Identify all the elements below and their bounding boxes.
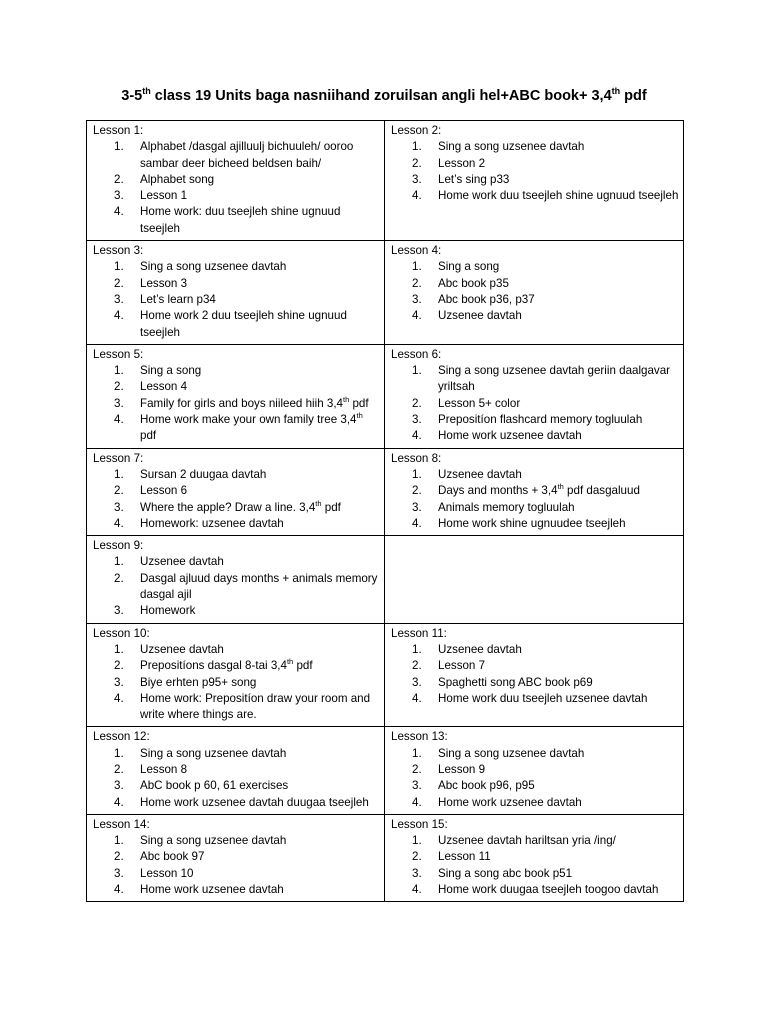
list-item: 1. Uzsenee davtah bbox=[114, 555, 224, 569]
table-row bbox=[87, 727, 684, 814]
lesson-table bbox=[86, 120, 684, 902]
list-item: 1. Sing a song uzsenee davtah bbox=[114, 746, 287, 760]
list-item: 2. Lesson 9 bbox=[412, 762, 486, 776]
lesson-list bbox=[93, 363, 380, 444]
list-item: 3. Family for girls and boys niileed hiih 3,4th pdf bbox=[114, 394, 369, 410]
lesson-title: Lesson 2: bbox=[391, 124, 442, 137]
table-row bbox=[87, 814, 684, 901]
lesson-cell bbox=[87, 814, 385, 901]
list-item: 4. Home work uzsenee davtah duugaa tseejleh bbox=[114, 795, 369, 809]
list-item: 3. Animals memory togluulah bbox=[412, 500, 575, 514]
lesson-cell bbox=[87, 536, 385, 623]
lesson-cell bbox=[385, 727, 684, 814]
document-title: 3-5th class 19 Units baga nasniihand zoruilsan angli hel+ABC book+ 3,4th pdf bbox=[121, 86, 647, 104]
list-item: 4. Home work: duu tseejleh shine ugnuud tseejleh bbox=[114, 205, 341, 235]
list-item: 3. Lesson 1 bbox=[114, 189, 188, 203]
list-item: 3. Spaghetti song ABC book p69 bbox=[412, 675, 593, 689]
lesson-title: Lesson 1: bbox=[93, 124, 144, 137]
list-item: 1. Sing a song bbox=[412, 260, 500, 274]
lesson-title: Lesson 11: bbox=[391, 626, 447, 640]
list-item: 4. Home work: Prepositíon draw your room and write where things are. bbox=[114, 691, 371, 722]
lesson-list bbox=[93, 642, 380, 723]
lesson-list bbox=[391, 746, 679, 811]
list-item: 1. Sing a song bbox=[114, 364, 202, 378]
list-item: 4. Home work uzsenee davtah bbox=[114, 883, 284, 897]
list-item: 1. Sing a song uzsenee davtah bbox=[412, 140, 585, 154]
list-item: 3. Lesson 10 bbox=[114, 866, 194, 880]
lesson-list bbox=[93, 833, 380, 898]
lesson-list bbox=[391, 642, 679, 707]
list-item: 2. Lesson 8 bbox=[114, 762, 188, 776]
lesson-title: Lesson 6: bbox=[391, 347, 442, 361]
list-item: 3. Homework bbox=[114, 604, 196, 618]
empty-cell bbox=[385, 536, 684, 623]
lesson-list bbox=[391, 259, 679, 324]
table-row bbox=[87, 344, 684, 448]
list-item: 4. Home work duu tseejleh shine ugnuud tseejleh bbox=[412, 189, 679, 203]
lesson-list bbox=[93, 746, 380, 811]
list-item: 1. Sing a song uzsenee davtah bbox=[114, 260, 287, 274]
lesson-list bbox=[391, 467, 679, 532]
list-item: 1. Sing a song uzsenee davtah geriin daalgavar yriltsah bbox=[412, 364, 671, 394]
lesson-cell bbox=[385, 623, 684, 727]
list-item: 3. AbC book p 60, 61 exercises bbox=[114, 779, 289, 793]
lesson-cell bbox=[87, 344, 385, 448]
list-item: 2. Dasgal ajluud days months + animals memory dasgal ajil bbox=[114, 571, 378, 602]
list-item: 1. Uzsenee davtah bbox=[114, 642, 224, 656]
lesson-cell bbox=[87, 241, 385, 345]
list-item: 1. Sursan 2 duugaa davtah bbox=[114, 467, 267, 481]
lesson-cell bbox=[385, 344, 684, 448]
list-item: 3. Abc book p96, p95 bbox=[412, 779, 535, 793]
list-item: 3. Let’s learn p34 bbox=[114, 292, 216, 306]
table-row bbox=[87, 623, 684, 727]
list-item: 4. Uzsenee davtah bbox=[412, 309, 522, 323]
list-item: 2. Lesson 6 bbox=[114, 484, 188, 498]
list-item: 4. Home work make your own family tree 3,4th pdf bbox=[114, 411, 363, 443]
lesson-cell bbox=[385, 448, 684, 535]
lesson-cell bbox=[87, 448, 385, 535]
lesson-title: Lesson 5: bbox=[93, 347, 144, 361]
list-item: 3. Biye erhten p95+ song bbox=[114, 675, 257, 689]
lesson-list bbox=[391, 139, 679, 204]
list-item: 1. Uzsenee davtah bbox=[412, 642, 522, 656]
lesson-list bbox=[391, 363, 679, 444]
list-item: 4. Home work duu tseejleh uzsenee davtah bbox=[412, 691, 648, 705]
table-row bbox=[87, 241, 684, 345]
lesson-cell bbox=[385, 814, 684, 901]
lesson-cell bbox=[385, 121, 684, 241]
list-item: 2. Lesson 2 bbox=[412, 156, 486, 170]
list-item: 2. Abc book p35 bbox=[412, 276, 509, 290]
lesson-title: Lesson 13: bbox=[391, 730, 448, 744]
lesson-list bbox=[93, 554, 380, 619]
list-item: 2. Days and months + 3,4th pdf dasgaluud bbox=[412, 482, 640, 498]
lesson-title: Lesson 4: bbox=[391, 244, 442, 258]
list-item: 1. Sing a song uzsenee davtah bbox=[412, 746, 585, 760]
list-item: 2. Prepositíons dasgal 8-tai 3,4th pdf bbox=[114, 657, 313, 673]
list-item: 3. Abc book p36, p37 bbox=[412, 292, 535, 306]
lesson-list bbox=[93, 467, 380, 532]
lesson-title: Lesson 8: bbox=[391, 451, 442, 465]
list-item: 4. Home work uzsenee davtah bbox=[412, 429, 582, 443]
table-row bbox=[87, 448, 684, 535]
list-item: 2. Lesson 7 bbox=[412, 659, 486, 673]
list-item: 4. Home work 2 duu tseejleh shine ugnuud tseejleh bbox=[114, 309, 347, 339]
list-item: 2. Lesson 5+ color bbox=[412, 396, 521, 410]
table-row bbox=[87, 536, 684, 623]
list-item: 4. Home work shine ugnuudee tseejleh bbox=[412, 516, 626, 530]
list-item: 4. Home work duugaa tseejleh toogoo davtah bbox=[412, 883, 659, 897]
list-item: 3. Let’s sing p33 bbox=[412, 172, 510, 186]
list-item: 3. Prepositíon flashcard memory togluulah bbox=[412, 413, 643, 427]
lesson-title: Lesson 14: bbox=[93, 817, 150, 831]
lesson-list bbox=[93, 259, 380, 340]
list-item: 2. Lesson 11 bbox=[412, 850, 491, 864]
list-item: 2. Lesson 3 bbox=[114, 276, 188, 290]
lesson-list bbox=[93, 139, 380, 237]
lesson-cell bbox=[87, 623, 385, 727]
lesson-title: Lesson 3: bbox=[93, 244, 144, 258]
list-item: 4. Home work uzsenee davtah bbox=[412, 795, 582, 809]
lesson-cell bbox=[385, 241, 684, 345]
list-item: 1. Sing a song uzsenee davtah bbox=[114, 834, 287, 848]
list-item: 2. Abc book 97 bbox=[114, 850, 205, 864]
list-item: 2. Lesson 4 bbox=[114, 380, 188, 394]
lesson-title: Lesson 10: bbox=[93, 626, 150, 640]
list-item: 1. Uzsenee davtah hariltsan yria /ing/ bbox=[412, 834, 616, 848]
lesson-title: Lesson 12: bbox=[93, 730, 150, 744]
lesson-cell bbox=[87, 727, 385, 814]
lesson-list bbox=[391, 833, 679, 898]
list-item: 3. Sing a song abc book p51 bbox=[412, 866, 573, 880]
lesson-title: Lesson 15: bbox=[391, 817, 448, 831]
list-item: 2. Alphabet song bbox=[114, 172, 215, 186]
lesson-title: Lesson 7: bbox=[93, 451, 144, 465]
table-row bbox=[87, 121, 684, 241]
lesson-cell bbox=[87, 121, 385, 241]
list-item: 1. Alphabet /dasgal ajilluulj bichuuleh/ ooroo sambar deer bicheed beldsen baih/ bbox=[114, 140, 354, 170]
list-item: 4. Homework: uzsenee davtah bbox=[114, 516, 284, 530]
list-item: 3. Where the apple? Draw a line. 3,4th pdf bbox=[114, 498, 341, 514]
lesson-title: Lesson 9: bbox=[93, 539, 144, 553]
list-item: 1. Uzsenee davtah bbox=[412, 467, 522, 481]
